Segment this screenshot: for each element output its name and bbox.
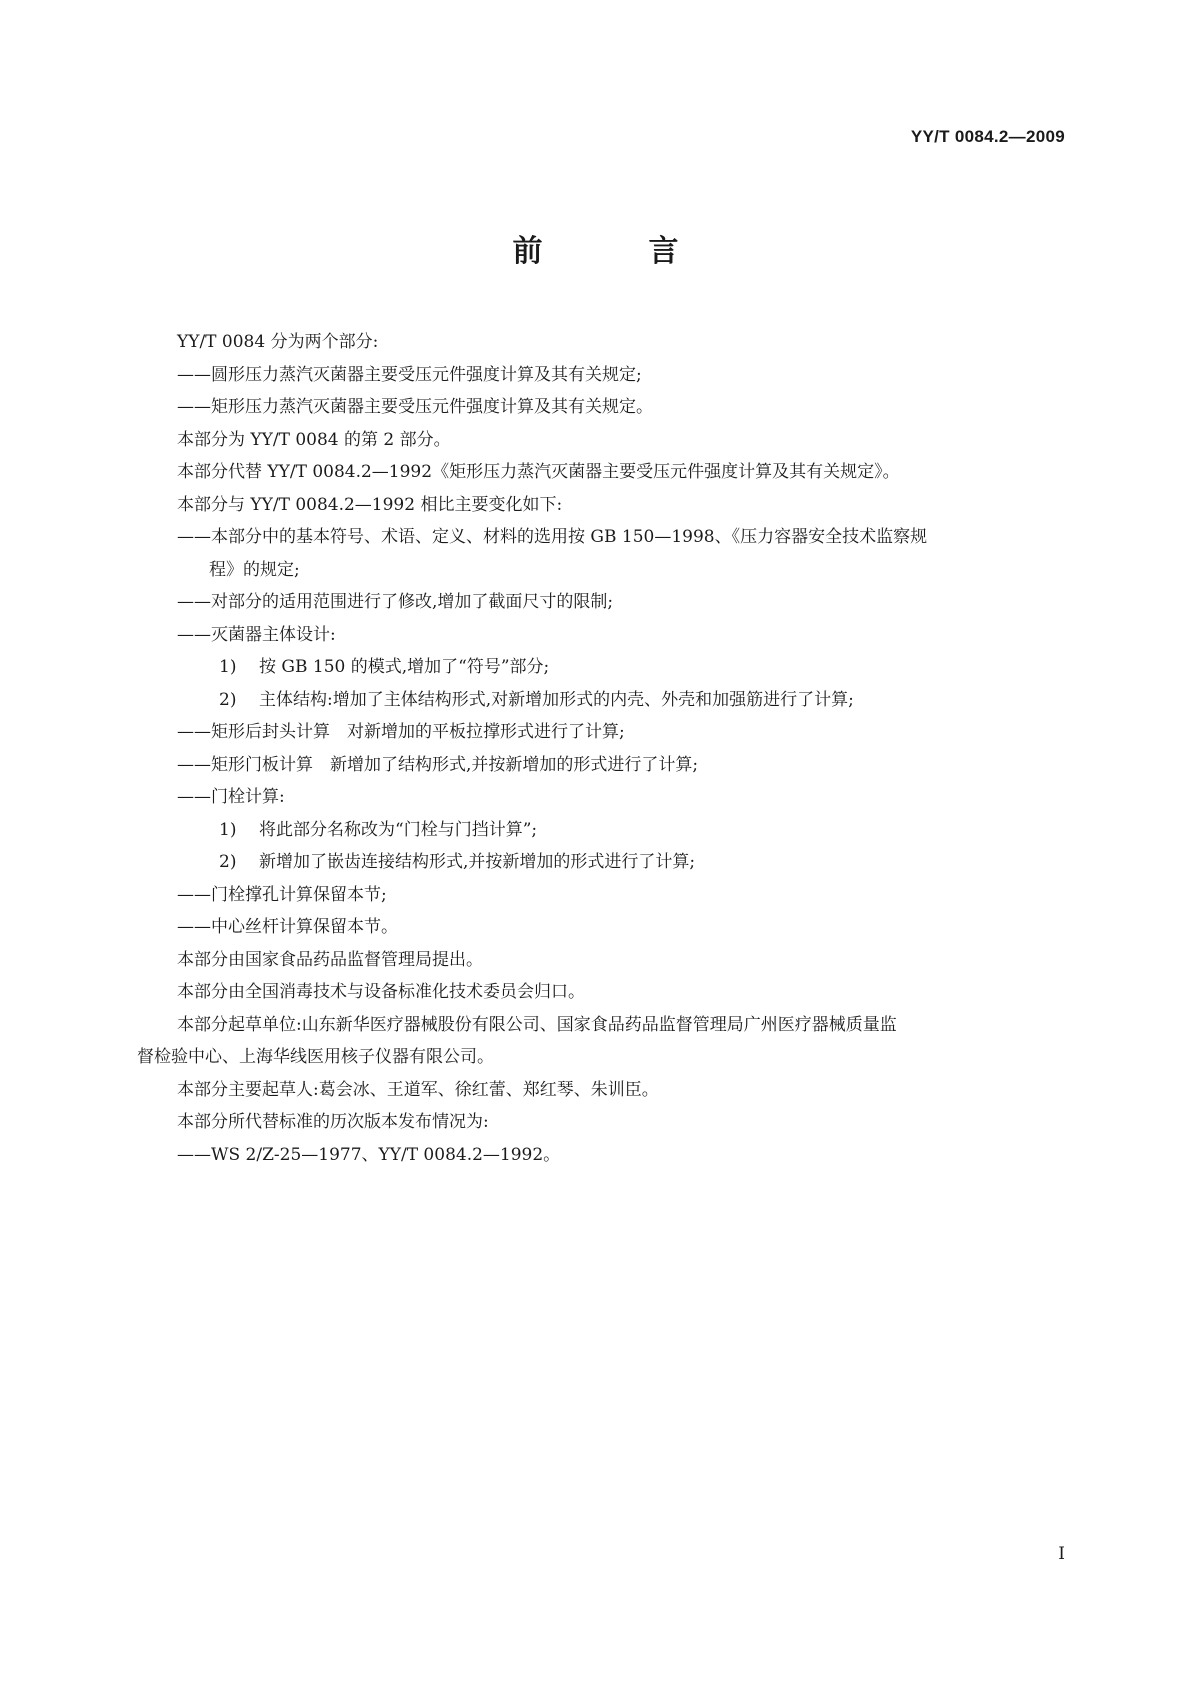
paragraph-line: 本部分代替 YY/T 0084.2—1992《矩形压力蒸汽灭菌器主要受压元件强度计算及其有关规定》。 bbox=[177, 462, 900, 482]
paragraph-continuation: 督检验中心、上海华线医用核子仪器有限公司。 bbox=[137, 1047, 494, 1067]
paragraph-line: 本部分由国家食品药品监督管理局提出。 bbox=[177, 949, 483, 970]
sub-item-number: 1) bbox=[219, 819, 237, 840]
page-title: 前 言 bbox=[512, 234, 717, 269]
dash-item: ——圆形压力蒸汽灭菌器主要受压元件强度计算及其有关规定; bbox=[177, 364, 642, 385]
sub-item-number: 2) bbox=[219, 852, 237, 872]
paragraph-line: 本部分主要起草人:葛会冰、王道军、徐红蕾、郑红琴、朱训臣。 bbox=[177, 1079, 659, 1100]
paragraph-line: 本部分所代替标准的历次版本发布情况为: bbox=[177, 1112, 489, 1132]
paragraph-line: 本部分为 YY/T 0084 的第 2 部分。 bbox=[177, 429, 451, 450]
page-number: I bbox=[1058, 1544, 1065, 1564]
sub-item bbox=[177, 651, 1057, 684]
sub-item bbox=[177, 814, 1057, 847]
sub-item-text: 将此部分名称改为“门栓与门挡计算”; bbox=[259, 819, 538, 840]
paragraph-line: 本部分起草单位:山东新华医疗器械股份有限公司、国家食品药品监督管理局广州医疗器械质量监 bbox=[177, 1014, 897, 1035]
dash-item: ——门栓计算: bbox=[177, 787, 285, 807]
dash-item: ——WS 2/Z-25—1977、YY/T 0084.2—1992。 bbox=[177, 1144, 561, 1165]
paragraph-line: YY/T 0084 分为两个部分: bbox=[177, 332, 379, 352]
sub-item bbox=[177, 846, 1057, 879]
paragraph-line: 本部分由全国消毒技术与设备标准化技术委员会归口。 bbox=[177, 982, 585, 1002]
dash-item: ——对部分的适用范围进行了修改,增加了截面尺寸的限制; bbox=[177, 592, 614, 612]
dash-item: ——门栓撑孔计算保留本节; bbox=[177, 884, 387, 905]
dash-item-continuation: 程》的规定; bbox=[209, 559, 300, 580]
sub-item-text: 按 GB 150 的模式,增加了“符号”部分; bbox=[259, 657, 550, 677]
dash-item: ——中心丝杆计算保留本节。 bbox=[177, 917, 398, 937]
sub-item-number: 2) bbox=[219, 689, 237, 710]
paragraph-line: 本部分与 YY/T 0084.2—1992 相比主要变化如下: bbox=[177, 494, 563, 515]
sub-item bbox=[177, 684, 1057, 717]
dash-item: ——灭菌器主体设计: bbox=[177, 624, 336, 645]
dash-item: ——矩形门板计算 新增加了结构形式,并按新增加的形式进行了计算; bbox=[177, 754, 699, 775]
sub-item-text: 新增加了嵌齿连接结构形式,并按新增加的形式进行了计算; bbox=[259, 852, 696, 872]
dash-item: ——本部分中的基本符号、术语、定义、材料的选用按 GB 150—1998、《压力容器安全技术监察规 bbox=[177, 527, 928, 547]
sub-item-text: 主体结构:增加了主体结构形式,对新增加形式的内壳、外壳和加强筋进行了计算; bbox=[259, 689, 854, 710]
foreword-body bbox=[137, 326, 1057, 1171]
dash-item: ——矩形压力蒸汽灭菌器主要受压元件强度计算及其有关规定。 bbox=[177, 397, 653, 417]
dash-item: ——矩形后封头计算 对新增加的平板拉撑形式进行了计算; bbox=[177, 722, 625, 742]
document-code: YY/T 0084.2—2009 bbox=[910, 127, 1065, 146]
sub-item-number: 1) bbox=[219, 657, 237, 677]
